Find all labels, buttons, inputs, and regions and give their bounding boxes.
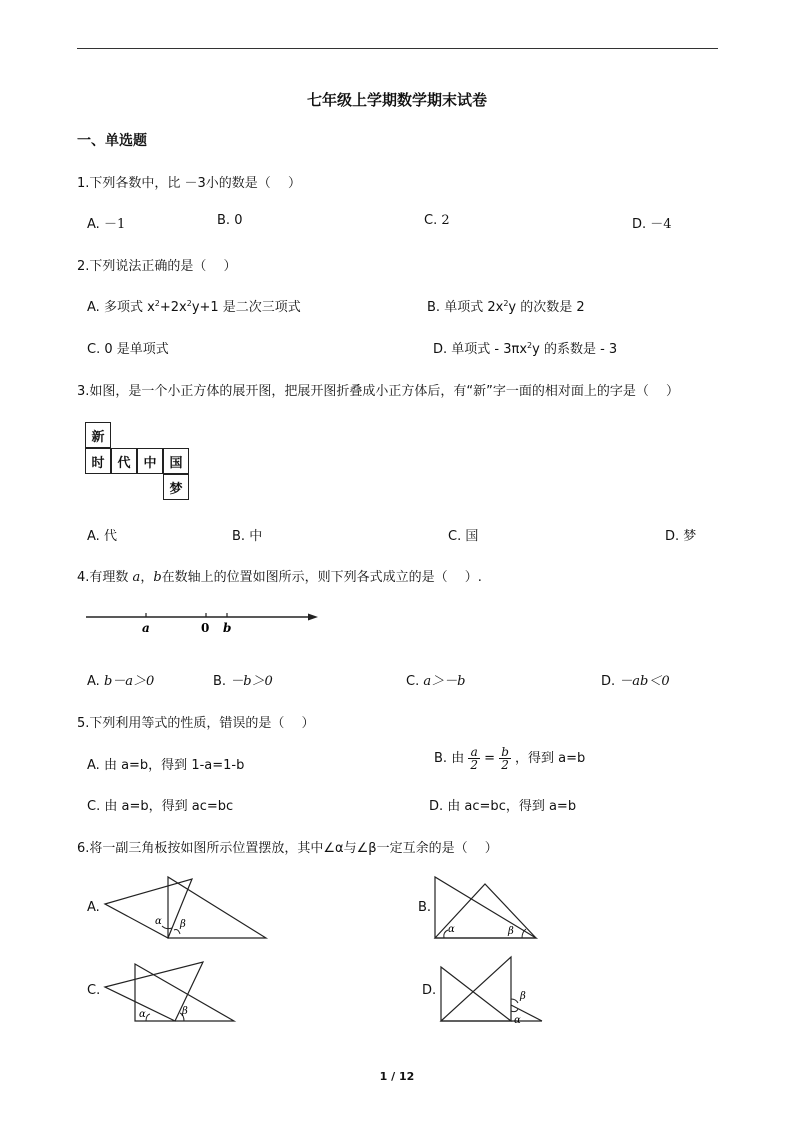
q5-option-a-label: A. xyxy=(87,758,100,773)
question-2-stem: 2.下列说法正确的是（ ） xyxy=(77,259,237,274)
alpha-label-d: α xyxy=(514,1015,521,1026)
cube-face-3: 代 xyxy=(111,448,137,474)
page-title: 七年级上学期数学期末试卷 xyxy=(306,91,487,109)
q5-option-b-label: B. xyxy=(434,751,448,766)
q2-option-d-label: D. xyxy=(433,342,448,357)
q2-option-a-text-3: y+1 是二次三项式 xyxy=(191,300,301,315)
arc-beta-d xyxy=(511,999,518,1003)
q4-option-c[interactable] xyxy=(406,670,465,689)
q1-option-d-label: D. xyxy=(632,217,647,232)
page-number: 1 / 12 xyxy=(379,1070,415,1083)
q2-option-a-label: A. xyxy=(87,300,100,315)
number-line-label-a: a xyxy=(142,621,150,635)
q1-option-c-label: C. xyxy=(424,213,438,228)
q5-option-a[interactable] xyxy=(87,754,244,773)
fraction-numerator-a: a xyxy=(468,746,480,759)
fraction-denominator-2b: 2 xyxy=(501,758,509,772)
q1-option-b-value: 0 xyxy=(234,213,243,228)
q1-option-a[interactable] xyxy=(87,213,125,232)
q3-option-d[interactable] xyxy=(665,525,696,544)
q2-option-d-exponent: 2 xyxy=(527,341,533,350)
q5-option-b-suffix: ，得到 a=b xyxy=(515,751,586,766)
cube-face-2: 时 xyxy=(85,448,111,474)
q1-option-a-value: －1 xyxy=(103,217,126,232)
q2-option-a-exponent-2: 2 xyxy=(186,299,192,308)
beta-label-d: β xyxy=(520,991,526,1002)
triangle-a-1 xyxy=(105,879,192,938)
q3-option-b-label: B. xyxy=(232,529,246,544)
arc-alpha-a xyxy=(162,926,172,929)
q2-option-a-text-2: +2x xyxy=(159,300,187,315)
q4-option-d-label: D. xyxy=(601,674,616,689)
q6-option-b-label[interactable]: B. xyxy=(418,900,432,915)
q3-option-a-value: 代 xyxy=(103,529,117,544)
cube-face-4: 中 xyxy=(137,448,163,474)
q5-option-d-text: 由 ac=bc，得到 a=b xyxy=(447,799,577,814)
q2-option-b-exponent: 2 xyxy=(503,299,509,308)
triangle-c-2 xyxy=(105,962,203,1021)
number-line-figure xyxy=(80,605,330,635)
number-line-label-zero: 0 xyxy=(201,621,210,635)
q1-option-b[interactable] xyxy=(217,213,242,228)
q2-option-a-exponent-1: 2 xyxy=(154,299,160,308)
q4-stem-var-a: a xyxy=(132,570,141,585)
q6-option-c-label[interactable]: C. xyxy=(87,983,101,998)
q6-option-a-label[interactable]: A. xyxy=(87,900,100,915)
q6-figure-a[interactable] xyxy=(100,872,275,944)
q5-option-c-label: C. xyxy=(87,799,101,814)
q4-stem-suffix: 在数轴上的位置如图所示，则下列各式成立的是（ ）. xyxy=(161,570,482,585)
q3-option-a[interactable] xyxy=(87,525,117,544)
q6-figure-b[interactable] xyxy=(430,872,545,944)
triangle-d-1 xyxy=(441,967,511,1021)
q4-stem-comma: ， xyxy=(140,570,154,585)
q1-option-d-value: －4 xyxy=(650,217,672,232)
question-5-stem: 5.下列利用等式的性质，错误的是（ ） xyxy=(77,716,315,731)
beta-label-a: β xyxy=(180,919,186,930)
q4-option-a-label: A. xyxy=(87,674,100,689)
q6-figure-d[interactable] xyxy=(436,955,548,1027)
q3-option-c-label: C. xyxy=(448,529,462,544)
q2-option-d-text-2: y 的系数是 - 3 xyxy=(532,342,618,357)
q5-option-b-prefix: 由 xyxy=(451,751,465,766)
q1-option-d[interactable] xyxy=(632,213,672,232)
q2-option-c[interactable] xyxy=(87,338,169,357)
q4-stem-prefix: 4.有理数 xyxy=(77,570,133,585)
q5-option-b[interactable] xyxy=(434,746,585,771)
q3-option-c-value: 国 xyxy=(465,529,479,544)
q5-fraction-a-over-2 xyxy=(468,746,480,771)
cube-face-1: 新 xyxy=(85,422,111,448)
q5-option-d[interactable] xyxy=(429,795,576,814)
arc-alpha-c xyxy=(146,1014,150,1021)
q2-option-c-label: C. xyxy=(87,342,101,357)
q5-option-d-label: D. xyxy=(429,799,444,814)
q2-option-b-text-2: y 的次数是 2 xyxy=(508,300,585,315)
beta-label-c: β xyxy=(182,1006,188,1017)
q5-option-a-text: 由 a=b，得到 1-a=1-b xyxy=(103,758,245,773)
q4-option-b-value: －b＞0 xyxy=(230,674,273,689)
header-rule xyxy=(77,48,718,49)
q5-option-b-equals: = xyxy=(484,751,496,766)
q5-option-c-text: 由 a=b，得到 ac=bc xyxy=(104,799,234,814)
arc-alpha-d xyxy=(511,1009,518,1012)
alpha-label-c: α xyxy=(139,1009,146,1020)
q3-option-b[interactable] xyxy=(232,525,262,544)
q2-option-b-label: B. xyxy=(427,300,441,315)
q2-option-c-text: 0 是单项式 xyxy=(104,342,169,357)
q3-option-b-value: 中 xyxy=(249,529,263,544)
cube-face-5: 国 xyxy=(163,448,189,474)
q4-option-b-label: B. xyxy=(213,674,227,689)
q1-option-a-label: A. xyxy=(87,217,100,232)
beta-label-b: β xyxy=(508,926,514,937)
question-3-stem: 3.如图，是一个小正方体的展开图，把展开图折叠成小正方体后，有“新”字一面的相对面上的字是（ ） xyxy=(77,384,680,399)
q3-option-c[interactable] xyxy=(448,525,478,544)
question-4-stem xyxy=(77,566,482,585)
fraction-numerator-b: b xyxy=(501,745,509,759)
q2-option-b-text-1: 单项式 2x xyxy=(444,300,504,315)
alpha-label-a: α xyxy=(155,916,162,927)
alpha-label-b: α xyxy=(448,924,455,935)
q6-option-d-label[interactable]: D. xyxy=(422,983,437,998)
q2-option-d-text-1: 单项式 - 3πx xyxy=(451,342,528,357)
arc-beta-a xyxy=(174,930,180,935)
q3-option-d-value: 梦 xyxy=(683,529,697,544)
q2-option-a[interactable] xyxy=(87,296,301,315)
q3-option-d-label: D. xyxy=(665,529,680,544)
q4-option-a-value: b－a＞0 xyxy=(103,674,155,689)
triangle-d-2 xyxy=(441,957,511,1021)
q2-option-a-text-1: 多项式 x xyxy=(103,300,155,315)
q4-option-a[interactable] xyxy=(87,670,154,689)
question-6-stem: 6.将一副三角板按如图所示位置摆放，其中∠α与∠β一定互余的是（ ） xyxy=(77,841,498,856)
q6-figure-c[interactable] xyxy=(100,955,240,1027)
section-heading: 一、单选题 xyxy=(77,133,147,149)
q4-option-c-value: a＞－b xyxy=(423,674,466,689)
number-line-arrow xyxy=(308,614,318,621)
number-line-label-b: b xyxy=(223,621,232,635)
q1-option-c[interactable] xyxy=(424,213,450,228)
question-1-stem: 1.下列各数中，比 －3小的数是（ ） xyxy=(77,176,301,191)
q4-option-d-value: －ab＜0 xyxy=(619,674,670,689)
q2-option-d[interactable] xyxy=(433,338,617,357)
fraction-denominator-2: 2 xyxy=(470,758,478,772)
q4-option-c-label: C. xyxy=(406,674,420,689)
q1-option-b-label: B. xyxy=(217,213,231,228)
q4-option-d[interactable] xyxy=(601,670,670,689)
cube-face-6: 梦 xyxy=(163,474,189,500)
q2-option-b[interactable] xyxy=(427,296,585,315)
q1-option-c-value: 2 xyxy=(441,213,450,228)
q5-fraction-b-over-2 xyxy=(499,746,511,771)
q3-option-a-label: A. xyxy=(87,529,100,544)
q4-option-b[interactable] xyxy=(213,670,273,689)
q5-option-c[interactable] xyxy=(87,795,233,814)
q4-stem-var-b: b xyxy=(153,570,162,585)
